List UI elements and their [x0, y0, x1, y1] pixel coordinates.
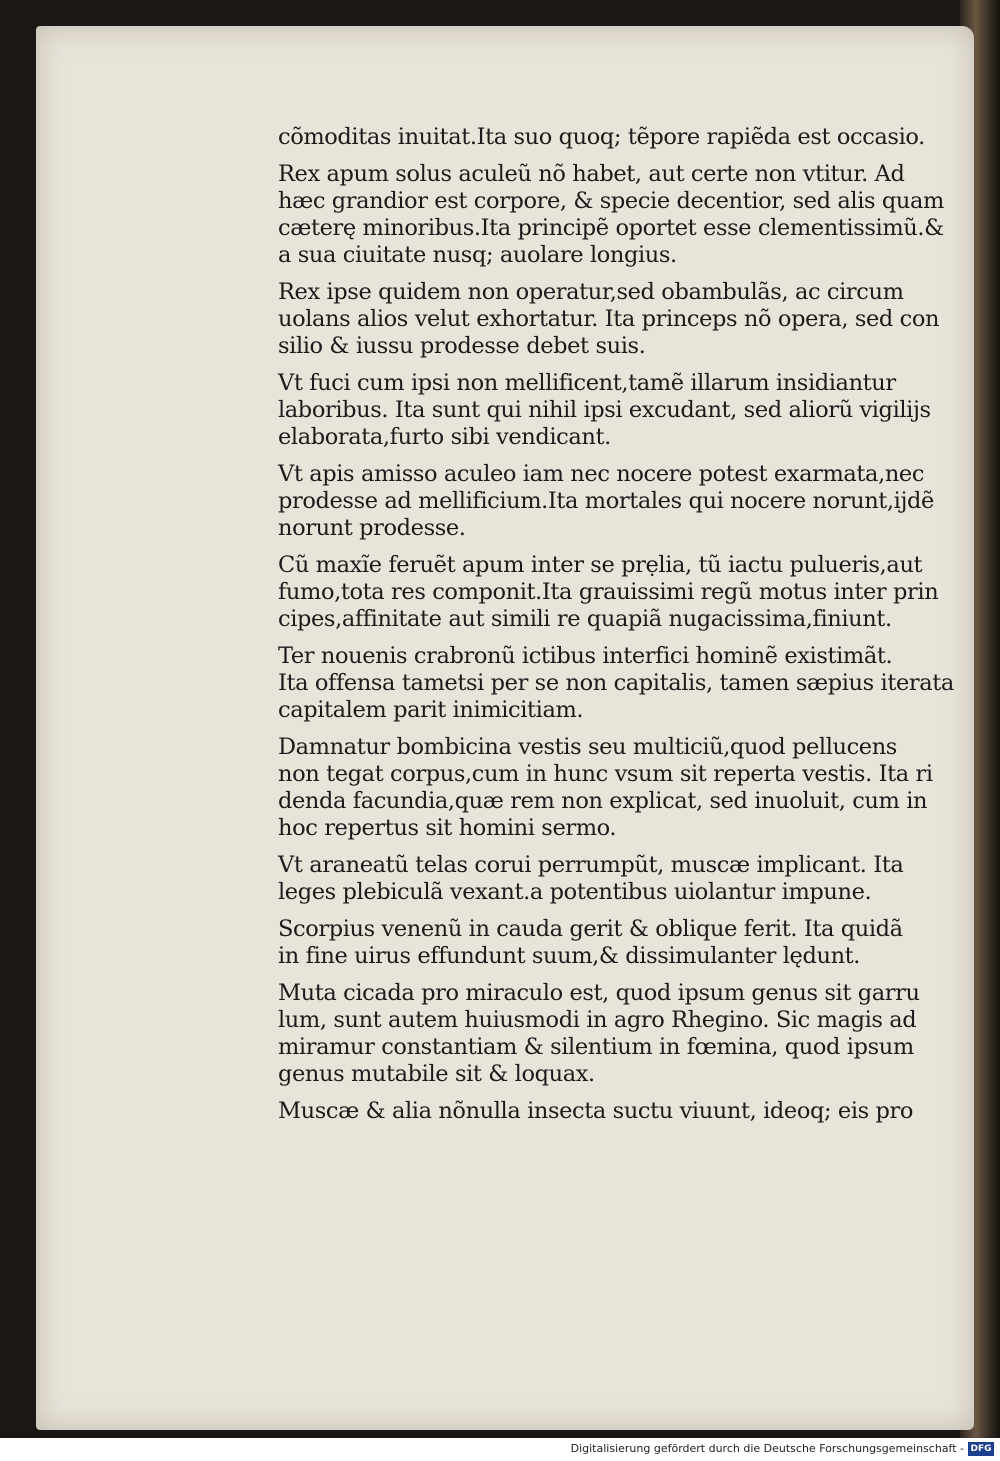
- text-line: leges plebiculã vexant.a potentibus uiolantur impune.: [278, 879, 872, 905]
- text-line: Rex ipse quidem non operatur,sed obambulãs, ac circum: [278, 279, 904, 305]
- text-line: Rex apum solus aculeũ nõ habet, aut certe non vtitur. Ad: [278, 161, 905, 187]
- text-line: Scorpius venenũ in cauda gerit & oblique ferit. Ita quidã: [278, 916, 903, 942]
- text-line: Vt araneatũ telas corui perrumpũt, muscæ implicant. Ita: [278, 852, 904, 878]
- footer-bar: [0, 1438, 1000, 1461]
- text-line: Muscæ & alia nõnulla insecta suctu viuunt, ideoq; eis pro: [278, 1098, 914, 1124]
- text-line: lum, sunt autem huiusmodi in agro Rhegino. Sic magis ad: [278, 1007, 917, 1033]
- text-line: denda facundia,quæ rem non explicat, sed inuoluit, cum in: [278, 788, 928, 814]
- text-line: hoc repertus sit homini sermo.: [278, 815, 617, 841]
- text-line: Muta cicada pro miraculo est, quod ipsum genus sit garru: [278, 980, 920, 1006]
- text-line: a sua ciuitate nusq; auolare longius.: [278, 242, 677, 268]
- text-line: cõmoditas inuitat.Ita suo quoq; tẽpore rapiẽda est occasio.: [278, 124, 925, 150]
- text-line: hæc grandior est corpore, & specie decentior, sed alis quam: [278, 188, 944, 214]
- text-line: cæterę minoribus.Ita principẽ oportet esse clementissimũ.&: [278, 215, 944, 241]
- text-line: cipes,affinitate aut simili re quapiã nugacissima,finiunt.: [278, 606, 892, 632]
- footer-credit: Digitalisierung gefördert durch die Deutsche Forschungsgemeinschaft -: [570, 1442, 964, 1455]
- text-line: fumo,tota res componit.Ita grauissimi regũ motus inter prin: [278, 579, 939, 605]
- text-line: elaborata,furto sibi vendicant.: [278, 424, 611, 450]
- text-line: capitalem parit inimicitiam.: [278, 697, 584, 723]
- text-line: norunt prodesse.: [278, 515, 466, 541]
- text-line: genus mutabile sit & loquax.: [278, 1061, 595, 1087]
- text-line: Vt apis amisso aculeo iam nec nocere potest exarmata,nec: [278, 461, 925, 487]
- text-line: Cũ maxĩe feruẽt apum inter se prẹlia, tũ iactu pulueris,aut: [278, 552, 923, 578]
- text-line: Ter nouenis crabronũ ictibus interfici hominẽ existimãt.: [278, 643, 893, 669]
- text-line: Damnatur bombicina vestis seu multiciũ,quod pellucens: [278, 734, 897, 760]
- text-line: Vt fuci cum ipsi non mellificent,tamẽ illarum insidiantur: [278, 370, 896, 396]
- text-line: in fine uirus effundunt suum,& dissimulanter lędunt.: [278, 943, 861, 969]
- text-line: silio & iussu prodesse debet suis.: [278, 333, 646, 359]
- text-line: uolans alios velut exhortatur. Ita princeps nõ opera, sed con: [278, 306, 940, 332]
- dfg-logo-icon: DFG: [968, 1442, 994, 1456]
- page-text-block: [278, 124, 954, 1125]
- text-line: non tegat corpus,cum in hunc vsum sit reperta vestis. Ita ri: [278, 761, 933, 787]
- text-line: prodesse ad mellificium.Ita mortales qui nocere norunt,ijdẽ: [278, 488, 934, 514]
- text-line: miramur constantiam & silentium in fœmina, quod ipsum: [278, 1034, 914, 1060]
- text-line: Ita offensa tametsi per se non capitalis, tamen sæpius iterata: [278, 670, 954, 696]
- text-line: laboribus. Ita sunt qui nihil ipsi excudant, sed aliorũ vigilijs: [278, 397, 931, 423]
